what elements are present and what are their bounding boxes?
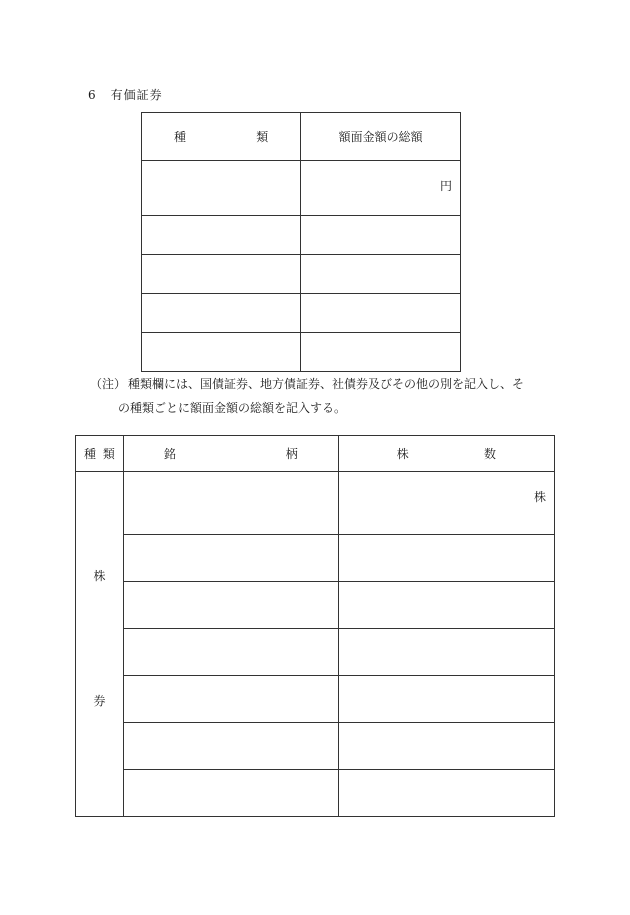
kind-cell[interactable] [142,216,301,255]
issue-name-cell[interactable] [123,629,338,676]
table-row [142,216,461,255]
note-line-1: 種類欄には、国債証券、地方債証券、社債券及びその他の別を記入し、そ [128,377,525,391]
section-heading [88,86,163,103]
share-count-cell[interactable] [338,629,554,676]
section-number: 6 [88,88,97,102]
table-row [76,723,555,770]
header-share-count: 株 数 [338,436,554,472]
share-count-cell[interactable] [338,723,554,770]
issue-name-cell[interactable] [123,535,338,582]
table-row [76,676,555,723]
header-kind: 種 類 [142,113,301,161]
table-row [76,472,555,535]
header-kind: 種 類 [76,436,124,472]
amount-cell[interactable] [301,333,461,372]
issue-name-cell[interactable] [123,723,338,770]
note [90,372,560,420]
kind-label-top: 株 [93,569,106,583]
issue-name-cell[interactable] [123,582,338,629]
table-row [76,770,555,817]
amount-cell[interactable] [301,294,461,333]
kind-cell-stocks [76,472,124,817]
share-count-cell[interactable]: 株 [338,472,554,535]
issue-name-cell[interactable] [123,676,338,723]
header-issue-name: 銘 柄 [123,436,338,472]
share-count-cell[interactable] [338,676,554,723]
kind-cell[interactable] [142,255,301,294]
issue-name-cell[interactable] [123,472,338,535]
table-row [142,255,461,294]
kind-cell[interactable] [142,333,301,372]
amount-cell[interactable] [301,255,461,294]
table-row [142,294,461,333]
share-count-cell[interactable] [338,535,554,582]
kind-cell[interactable] [142,294,301,333]
note-line-2: の種類ごとに額面金額の総額を記入する。 [118,401,347,415]
kind-cell[interactable] [142,161,301,216]
amount-cell[interactable]: 円 [301,161,461,216]
header-face-amount: 額面金額の総額 [301,113,461,161]
table-row [142,333,461,372]
securities-table [141,112,461,372]
section-title: 有価証券 [110,88,163,102]
issue-name-cell[interactable] [123,770,338,817]
note-label: （注） [90,377,127,391]
stocks-table [75,435,555,817]
table-row [76,582,555,629]
share-count-cell[interactable] [338,582,554,629]
table-header-row [76,436,555,472]
table-row [76,535,555,582]
share-count-cell[interactable] [338,770,554,817]
table-row [76,629,555,676]
amount-cell[interactable] [301,216,461,255]
table-header-row [142,113,461,161]
kind-label-bottom: 券 [93,694,106,708]
table-row [142,161,461,216]
